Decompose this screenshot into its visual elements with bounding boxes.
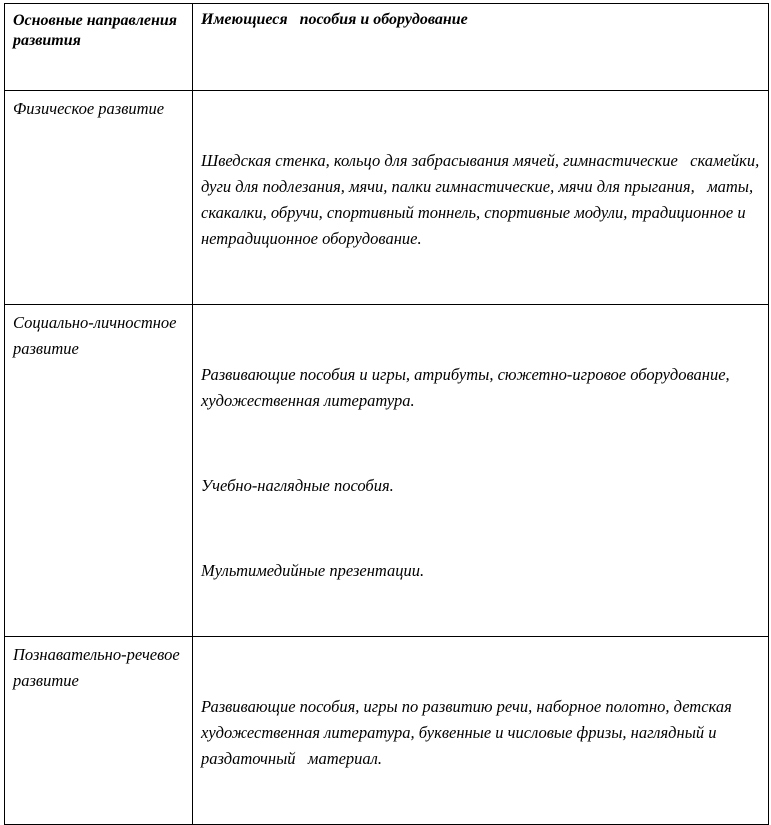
area-cell-social xyxy=(5,305,193,637)
equipment-table xyxy=(4,3,769,825)
table-header-row xyxy=(5,4,769,91)
header-cell-equipment xyxy=(193,4,769,91)
equipment-cell-social xyxy=(193,305,769,637)
equipment-text-social-3: Мультимедийные презентации. xyxy=(201,561,425,580)
area-label-physical: Физическое развитие xyxy=(13,99,165,118)
area-cell-cognitive xyxy=(5,637,193,825)
table-row-physical xyxy=(5,91,769,305)
header-directions-label: Основные направления развития xyxy=(13,12,178,49)
table-row-cognitive xyxy=(5,637,769,825)
equipment-text-social-2: Учебно-наглядные пособия. xyxy=(201,476,394,495)
equipment-text-social-1: Развивающие пособия и игры, атрибуты, сюжетно-игровое оборудование, художественная литература. xyxy=(201,365,743,410)
equipment-text-cognitive: Развивающие пособия, игры по развитию речи, наборное полотно, детская художественная литература, буквенные и числовые фризы, наглядный и раздаточный материал. xyxy=(201,697,745,768)
area-label-social: Социально-личностное развитие xyxy=(13,313,177,358)
header-cell-directions xyxy=(5,4,193,91)
area-label-cognitive: Познавательно-речевое развитие xyxy=(13,645,193,690)
equipment-cell-physical xyxy=(193,91,769,305)
area-cell-physical xyxy=(5,91,193,305)
header-equipment-label: Имеющиеся пособия и оборудование xyxy=(201,11,468,28)
equipment-cell-cognitive xyxy=(193,637,769,825)
equipment-text-physical: Шведская стенка, кольцо для забрасывания мячей, гимнастические скамейки, дуги для подлезания, мячи, палки гимнастические, мячи для прыгания, маты, скакалки, обручи, спортивный тоннель, спортивные модули, традиционное и нетрадиционное оборудование. xyxy=(201,151,764,248)
table-row-social xyxy=(5,305,769,637)
